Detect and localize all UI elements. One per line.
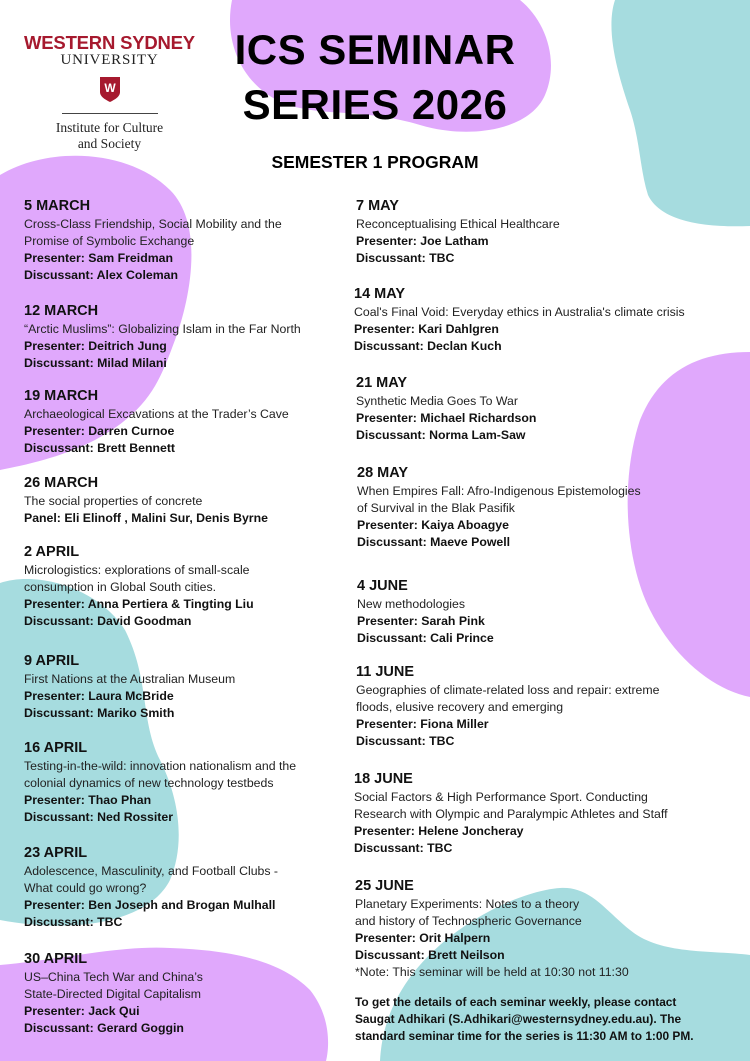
seminar-topic: New methodologies bbox=[357, 597, 466, 611]
seminar-topic: What could go wrong? bbox=[24, 881, 147, 895]
seminar-date: 23 APRIL bbox=[24, 845, 88, 861]
seminar-presenter: Presenter: Michael Richardson bbox=[356, 411, 537, 425]
seminar-presenter: Panel: Eli Elinoff , Malini Sur, Denis Byrne bbox=[24, 511, 268, 525]
seminar-presenter: Presenter: Sarah Pink bbox=[357, 614, 485, 628]
seminar-topic: Reconceptualising Ethical Healthcare bbox=[356, 217, 560, 231]
seminar-topic: Synthetic Media Goes To War bbox=[356, 394, 518, 408]
seminar-topic: When Empires Fall: Afro-Indigenous Epistemologies bbox=[357, 484, 641, 498]
seminar-discussant: Discussant: Milad Milani bbox=[24, 356, 167, 370]
seminar-presenter: Presenter: Orit Halpern bbox=[355, 931, 491, 945]
seminar-presenter: Presenter: Sam Freidman bbox=[24, 251, 173, 265]
logo-divider bbox=[62, 113, 158, 114]
seminar-entry bbox=[24, 844, 404, 931]
seminar-entry bbox=[356, 663, 736, 750]
seminar-topic: State-Directed Digital Capitalism bbox=[24, 987, 202, 1001]
seminar-entry bbox=[357, 464, 737, 551]
seminar-date: 5 MARCH bbox=[24, 198, 91, 214]
seminar-entry bbox=[24, 739, 404, 826]
seminar-discussant: Discussant: Maeve Powell bbox=[357, 535, 511, 549]
title-line-2: SERIES 2026 bbox=[242, 81, 508, 128]
seminar-topic: consumption in Global South cities. bbox=[24, 580, 217, 594]
seminar-entry bbox=[356, 197, 736, 267]
seminar-presenter: Presenter: Kaiya Aboagye bbox=[357, 518, 509, 532]
seminar-discussant: Discussant: Ned Rossiter bbox=[24, 810, 173, 824]
seminar-note: *Note: This seminar will be held at 10:30 not 11:30 bbox=[355, 965, 629, 979]
seminar-topic: The social properties of concrete bbox=[24, 494, 203, 508]
seminar-entry bbox=[24, 197, 404, 284]
seminar-presenter: Presenter: Kari Dahlgren bbox=[354, 322, 499, 336]
seminar-entry bbox=[356, 374, 736, 444]
seminar-topic: of Survival in the Blak Pasifik bbox=[357, 501, 515, 515]
seminar-presenter: Presenter: Thao Phan bbox=[24, 793, 152, 807]
contact-line-3: standard seminar time for the series is 11:30 AM to 1:00 PM. bbox=[355, 1029, 694, 1043]
seminar-presenter: Presenter: Fiona Miller bbox=[356, 717, 489, 731]
contact-info bbox=[355, 994, 745, 1045]
seminar-topic: Micrologistics: explorations of small-scale bbox=[24, 563, 250, 577]
title-line-1: ICS SEMINAR bbox=[234, 26, 516, 73]
seminar-discussant: Discussant: TBC bbox=[356, 734, 455, 748]
seminar-topic: Cross-Class Friendship, Social Mobility and the bbox=[24, 217, 282, 231]
seminar-entry bbox=[357, 577, 737, 647]
seminar-discussant: Discussant: Cali Prince bbox=[357, 631, 494, 645]
seminar-entry bbox=[24, 950, 404, 1037]
seminar-discussant: Discussant: Mariko Smith bbox=[24, 706, 175, 720]
seminar-topic: Coal's Final Void: Everyday ethics in Australia's climate crisis bbox=[354, 305, 685, 319]
seminar-date: 14 MAY bbox=[354, 286, 406, 302]
seminar-entry bbox=[24, 387, 404, 457]
seminar-topic: floods, elusive recovery and emerging bbox=[356, 700, 564, 714]
seminar-date: 11 JUNE bbox=[356, 664, 415, 680]
seminar-entry bbox=[354, 770, 734, 857]
seminar-topic: Social Factors & High Performance Sport. Conducting bbox=[354, 790, 648, 804]
seminar-discussant: Discussant: Brett Neilson bbox=[355, 948, 505, 962]
seminar-discussant: Discussant: TBC bbox=[24, 915, 123, 929]
seminar-presenter: Presenter: Ben Joseph and Brogan Mulhall bbox=[24, 898, 276, 912]
logo-institute-line1: Institute for Culture bbox=[55, 120, 164, 135]
seminar-topic: colonial dynamics of new technology testbeds bbox=[24, 776, 274, 790]
seminar-topic: Promise of Symbolic Exchange bbox=[24, 234, 195, 248]
seminar-discussant: Discussant: Norma Lam-Saw bbox=[356, 428, 526, 442]
university-logo bbox=[22, 32, 197, 152]
seminar-date: 21 MAY bbox=[356, 375, 408, 391]
logo-university-word: UNIVERSITY bbox=[60, 52, 159, 68]
seminar-presenter: Presenter: Helene Joncheray bbox=[354, 824, 524, 838]
seminar-presenter: Presenter: Anna Pertiera & Tingting Liu bbox=[24, 597, 254, 611]
seminar-entry bbox=[24, 652, 404, 722]
page-title bbox=[210, 22, 540, 132]
shield-icon bbox=[100, 77, 120, 102]
seminar-topic: Testing-in-the-wild: innovation nationalism and the bbox=[24, 759, 297, 773]
contact-line-2: Saugat Adhikari (S.Adhikari@westernsydney.edu.au). The bbox=[355, 1012, 682, 1026]
seminar-discussant: Discussant: TBC bbox=[356, 251, 455, 265]
seminar-presenter: Presenter: Joe Latham bbox=[356, 234, 489, 248]
seminar-date: 12 MARCH bbox=[24, 303, 99, 319]
shield-letter: W bbox=[103, 81, 116, 95]
seminar-topic: Adolescence, Masculinity, and Football Clubs - bbox=[24, 864, 279, 878]
seminar-topic: Research with Olympic and Paralympic Athletes and Staff bbox=[354, 807, 668, 821]
seminar-date: 30 APRIL bbox=[24, 951, 88, 967]
seminar-topic: Geographies of climate-related loss and repair: extreme bbox=[356, 683, 660, 697]
seminar-date: 18 JUNE bbox=[354, 771, 413, 787]
seminar-discussant: Discussant: Gerard Goggin bbox=[24, 1021, 184, 1035]
seminar-entry bbox=[354, 285, 734, 355]
seminar-topic: “Arctic Muslims”: Globalizing Islam in the Far North bbox=[24, 322, 301, 336]
seminar-topic: First Nations at the Australian Museum bbox=[24, 672, 236, 686]
seminar-presenter: Presenter: Laura McBride bbox=[24, 689, 174, 703]
logo-university-name: WESTERN SYDNEY bbox=[24, 32, 195, 53]
page-subtitle: SEMESTER 1 PROGRAM bbox=[271, 152, 479, 172]
seminar-topic: Planetary Experiments: Notes to a theory bbox=[355, 897, 580, 911]
seminar-entry bbox=[355, 877, 735, 981]
seminar-date: 2 APRIL bbox=[24, 544, 80, 560]
seminar-date: 9 APRIL bbox=[24, 653, 80, 669]
seminar-discussant: Discussant: Brett Bennett bbox=[24, 441, 176, 455]
seminar-presenter: Presenter: Jack Qui bbox=[24, 1004, 140, 1018]
seminar-entry bbox=[24, 543, 404, 630]
seminar-presenter: Presenter: Deitrich Jung bbox=[24, 339, 167, 353]
seminar-topic: and history of Technospheric Governance bbox=[355, 914, 582, 928]
seminar-topic: US–China Tech War and China’s bbox=[24, 970, 203, 984]
seminar-date: 16 APRIL bbox=[24, 740, 88, 756]
seminar-date: 25 JUNE bbox=[355, 878, 414, 894]
seminar-entry bbox=[24, 302, 404, 372]
seminar-date: 7 MAY bbox=[356, 198, 399, 214]
seminar-discussant: Discussant: David Goodman bbox=[24, 614, 192, 628]
seminar-date: 28 MAY bbox=[357, 465, 409, 481]
seminar-topic: Archaeological Excavations at the Trader’s Cave bbox=[24, 407, 289, 421]
seminar-discussant: Discussant: Declan Kuch bbox=[354, 339, 502, 353]
contact-line-1: To get the details of each seminar weekly, please contact bbox=[355, 995, 677, 1009]
seminar-date: 19 MARCH bbox=[24, 388, 99, 404]
seminar-discussant: Discussant: TBC bbox=[354, 841, 453, 855]
seminar-entry bbox=[24, 474, 404, 527]
seminar-date: 4 JUNE bbox=[357, 578, 408, 594]
logo-institute-line2: and Society bbox=[77, 136, 142, 151]
seminar-presenter: Presenter: Darren Curnoe bbox=[24, 424, 175, 438]
seminar-date: 26 MARCH bbox=[24, 475, 99, 491]
seminar-discussant: Discussant: Alex Coleman bbox=[24, 268, 178, 282]
